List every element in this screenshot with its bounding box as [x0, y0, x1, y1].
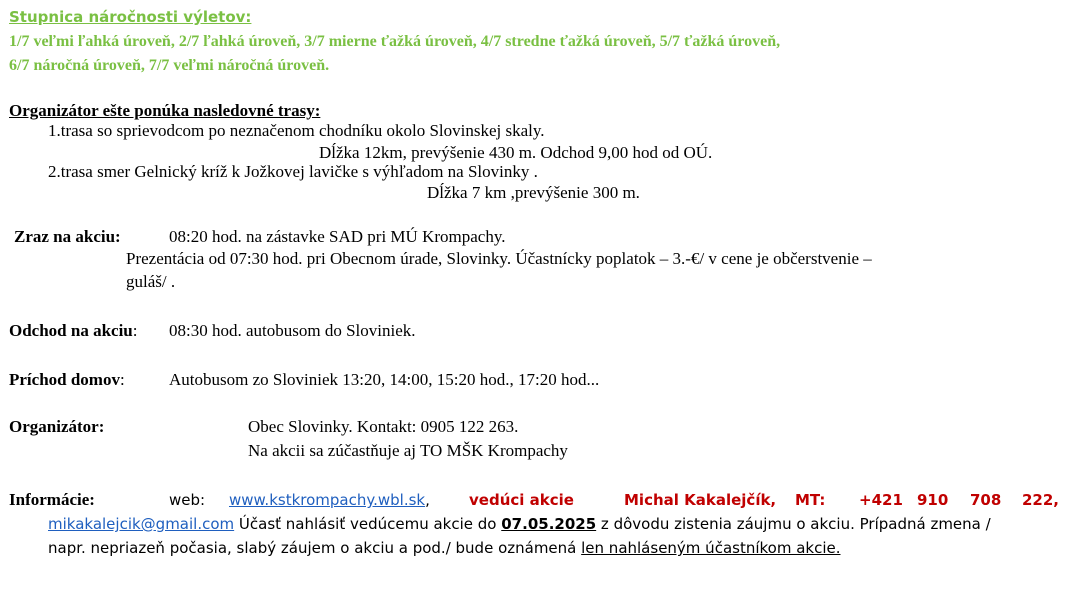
meeting-value: 08:20 hod. na zástavke SAD pri MÚ Krompachy.: [169, 227, 506, 246]
info-line-2: [48, 515, 991, 533]
info-line-3-underlined: len nahláseným účastníkom akcie.: [581, 539, 841, 557]
return-label: Príchod domov: [9, 370, 120, 389]
organizer-label: Organizátor:: [9, 417, 105, 436]
info-web: [229, 491, 430, 509]
difficulty-title: Stupnica náročnosti výletov:: [9, 8, 252, 26]
deadline-date: 07.05.2025: [501, 515, 597, 533]
return-row: [9, 370, 125, 390]
route-2: 2.trasa smer Gelnický kríž k Jožkovej lavičke s výhľadom na Slovinky .: [48, 162, 538, 181]
info-web-label: web:: [169, 491, 206, 509]
departure-value: 08:30 hod. autobusom do Sloviniek.: [169, 321, 416, 340]
meeting-presentation: Prezentácia od 07:30 hod. pri Obecnom úrade, Slovinky. Účastnícky poplatok – 3.-€/ v cene je občerstvenie –: [126, 249, 872, 268]
departure-label: Odchod na akciu: [9, 321, 133, 340]
difficulty-scale-line-1: 1/7 veľmi ľahká úroveň, 2/7 ľahká úroveň, 3/7 mierne ťažká úroveň, 4/7 stredne ťažká úroveň, 5/7 ťažká úroveň,: [9, 33, 781, 50]
return-value: Autobusom zo Sloviniek 13:20, 14:00, 15:20 hod., 17:20 hod...: [169, 370, 600, 389]
leader-phone-4: 222,: [1022, 491, 1060, 509]
info-text-after-date: z dôvodu zistenia záujmu o akciu. Prípadná zmena /: [596, 515, 991, 533]
leader-label: vedúci akcie: [469, 491, 574, 509]
leader-phone-2: 910: [917, 491, 949, 509]
email-link[interactable]: mikakalejcik@gmail.com: [48, 515, 235, 533]
route-1: 1.trasa so sprievodcom po neznačenom chodníku okolo Slovinskej skaly.: [48, 121, 545, 140]
organizer-value: Obec Slovinky. Kontakt: 0905 122 263.: [248, 417, 519, 436]
leader-name: Michal Kakalejčík,: [624, 491, 777, 509]
leader-mt-label: MT:: [795, 491, 826, 509]
departure-colon: :: [132, 321, 138, 340]
info-text-before-date: Účasť nahlásiť vedúcemu akcie do: [234, 515, 502, 533]
return-colon: :: [119, 370, 125, 389]
route-1-detail: Dĺžka 12km, prevýšenie 430 m. Odchod 9,00 hod od OÚ.: [319, 143, 713, 162]
info-label: Informácie:: [9, 490, 95, 509]
meeting-presentation-cont: guláš/ .: [126, 272, 176, 291]
info-line-3-text: napr. nepriazeň počasia, slabý záujem o akciu a pod./ bude oznámená: [48, 539, 582, 557]
departure-row: [9, 321, 138, 341]
routes-heading: Organizátor ešte ponúka nasledovné trasy:: [9, 101, 321, 120]
difficulty-scale-line-2: 6/7 náročná úroveň, 7/7 veľmi náročná úroveň.: [9, 57, 330, 74]
info-comma: ,: [425, 491, 430, 509]
route-2-detail: Dĺžka 7 km ,prevýšenie 300 m.: [427, 183, 640, 202]
leader-phone-1: +421: [859, 491, 903, 509]
website-link[interactable]: www.kstkrompachy.wbl.sk: [229, 491, 426, 509]
meeting-label: Zraz na akciu:: [14, 227, 121, 246]
organizer-note: Na akcii sa zúčastňuje aj TO MŠK Krompachy: [248, 441, 568, 460]
leader-phone-3: 708: [970, 491, 1002, 509]
info-line-3: [48, 539, 841, 557]
